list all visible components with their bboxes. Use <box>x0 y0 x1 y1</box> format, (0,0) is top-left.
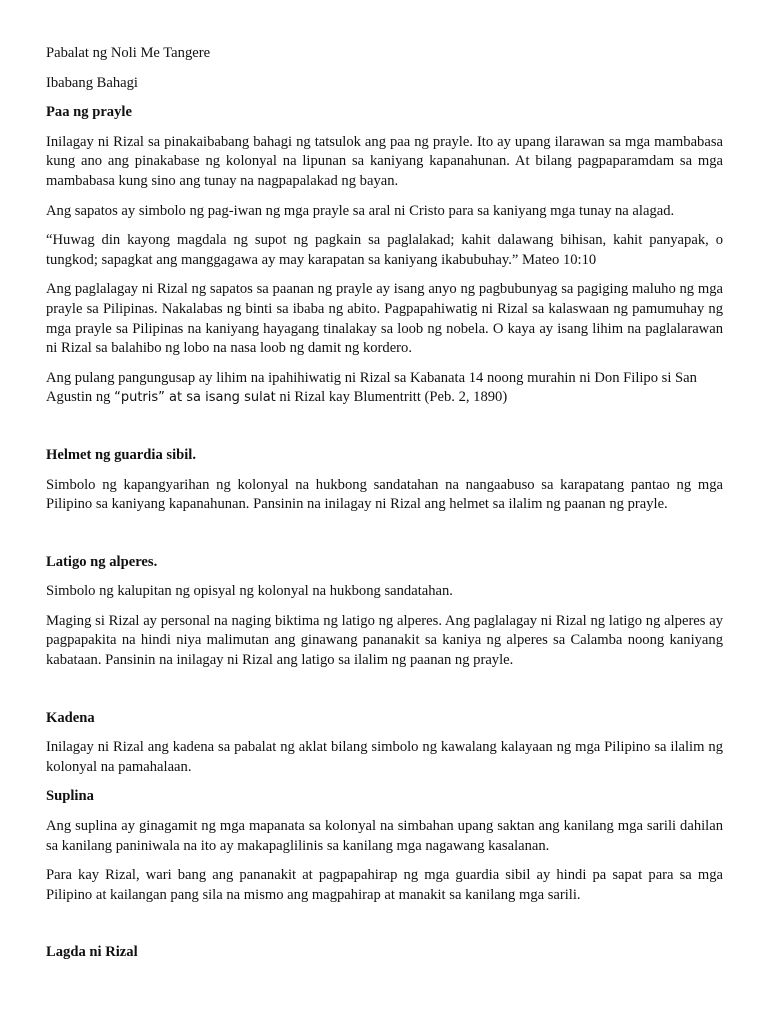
paragraph: Inilagay ni Rizal ang kadena sa pabalat ng aklat bilang simbolo ng kawalang kalayaan ng mga Pilipino sa ilalim ng kolonyal na pamahalaan. <box>46 739 723 775</box>
paragraph: Simbolo ng kalupitan ng opisyal ng kolonyal na hukbong sandatahan. <box>46 583 453 600</box>
section-heading-paa: Paa ng prayle <box>46 104 132 121</box>
paragraph: Ang paglalagay ni Rizal ng sapatos sa paanan ng prayle ay isang anyo ng pagbubunyag sa pagiging maluho ng mga prayle sa Pilipinas. Nakalabas ng binti sa ibaba ng abito. Pagpapahiwatig ni Rizal sa kalaswaan ng pamumuhay ng mga prayle sa Pilipinas na kaniyang hayagang tinalakay sa loob ng nobela. O kaya ay isang lihim na paglalarawan ni Rizal sa balahibo ng lobo na nasa loob ng damit ng kordero. <box>46 281 723 357</box>
paragraph: Maging si Rizal ay personal na naging biktima ng latigo ng alperes. Ang paglalagay ni Rizal ng latigo ng alperes ay pagpapakita na hindi niya malimutan ang ginawang pananakit sa kaniya ng alperes sa Calamba noong kaniyang kabataan. Pansinin na inilagay ni Rizal ang latigo sa ilalim ng paanan ng prayle. <box>46 612 723 669</box>
document-subtitle: Ibabang Bahagi <box>46 74 138 91</box>
text-run: ni Rizal kay Blumentritt (Peb. 2, 1890) <box>275 389 508 406</box>
document-title: Pabalat ng Noli Me Tangere <box>46 45 211 61</box>
paragraph: Simbolo ng kapangyarihan ng kolonyal na hukbong sandatahan na nangaabuso sa karapatang pantao ng mga Pilipino sa kaniyang kapanahunan. Pansinin na inilagay ni Rizal ang helmet sa ilalim ng paanan ng prayle. <box>46 476 723 513</box>
text-run: Ang pulang pangungusap ay lihim na ipahihiwatig ni Rizal sa Kabanata 14 noong murahin ni Don Filipo si San Agustin ng <box>46 369 697 406</box>
paragraph <box>46 369 723 408</box>
paragraph: Ang sapatos ay simbolo ng pag-iwan ng mga prayle sa aral ni Cristo para sa kaniyang mga tunay na alagad. <box>46 202 675 219</box>
section-heading-latigo: Latigo ng alperes. <box>46 553 158 570</box>
section-heading-helmet: Helmet ng guardia sibil. <box>46 446 196 463</box>
section-heading-kadena: Kadena <box>46 709 95 726</box>
paragraph: Para kay Rizal, wari bang ang pananakit at pagpapahirap ng mga guardia sibil ay hindi pa sapat para sa mga Pilipino at kailangan pang sila na mismo ang magpahirap at manakit sa kanilang mga sarili. <box>46 867 723 903</box>
paragraph: Ang suplina ay ginagamit ng mga mapanata sa kolonyal na simbahan upang saktan ang kanilang mga sarili dahilan sa kanilang paniniwala na ito ay makapaglilinis sa kanilang mga nagawang kasalanan. <box>46 818 723 854</box>
section-heading-lagda: Lagda ni Rizal <box>46 944 138 961</box>
section-heading-suplina: Suplina <box>46 788 94 805</box>
quote-paragraph: “Huwag din kayong magdala ng supot ng pagkain sa paglalakad; kahit dalawang bihisan, kahit panyapak, o tungkod; sapagkat ang manggagawa ay may karapatan sa kaniyang ikabubuhay.” Mateo 10:10 <box>46 232 723 268</box>
paragraph: Inilagay ni Rizal sa pinakaibabang bahagi ng tatsulok ang paa ng prayle. Ito ay upang ilarawan sa mga mambabasa kung ano ang pinakabase ng kolonyal na lipunan sa kaniyang kapanahunan. At bilang pagpaparamdam sa mga mambabasa kung sino ang tunay na nagpapalakad ng bayan. <box>46 133 723 189</box>
text-run-sans: “putris” at sa isang sulat <box>114 390 276 406</box>
document-page <box>46 44 723 963</box>
